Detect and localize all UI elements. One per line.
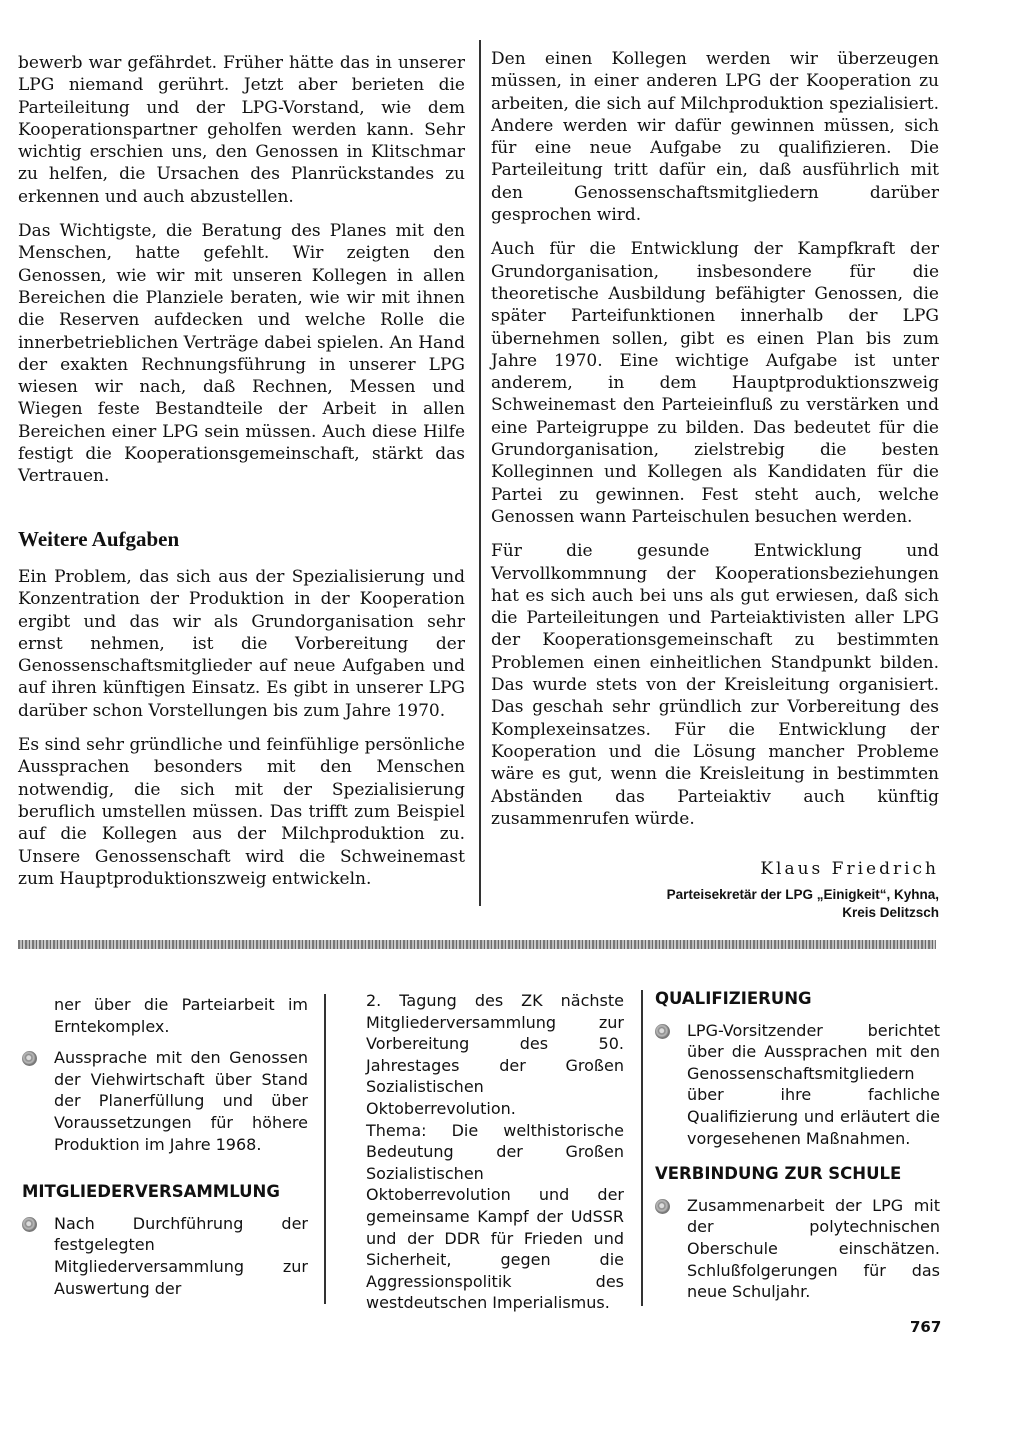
separator-band — [18, 940, 936, 949]
bullet-icon — [22, 1217, 37, 1232]
bullet-icon — [22, 1051, 37, 1066]
list-item — [22, 1047, 308, 1155]
bottom-column-2 — [366, 990, 624, 1314]
continued-text: ner über die Parteiarbeit im Erntekomplex. — [54, 995, 308, 1036]
list-item — [655, 1020, 940, 1150]
box-heading: VERBINDUNG ZUR SCHULE — [655, 1164, 902, 1184]
left-column — [18, 52, 465, 902]
topic-text: Thema: Die welthistorische Bedeutung der Großen Sozialistischen Oktoberrevolution und der gemeinsame Kampf der UdSSR und der DDR für Frieden und Sicherheit, gegen die Aggressionspolitik des westdeutschen Imperialismus. — [366, 1120, 624, 1313]
agenda-text: 2. Tagung des ZK nächste Mitgliederversammlung zur Vorbereitung des 50. Jahrestages der Großen Sozialistischen Oktoberrevolution. — [366, 991, 624, 1118]
author-name: Klaus Friedrich — [760, 859, 939, 880]
right-paragraph-1: Den einen Kollegen werden wir überzeugen müssen, in einer anderen LPG der Kooperation zu arbeiten, die sich auf Milchproduktion spezialisiert. Andere werden wir dafür gewinnen müssen, sich für eine neue Aufgabe zu qualifizieren. Die Parteileitung tritt dafür ein, daß ausführlich mit den Genossenschaftsmitgliedern darüber gesprochen wird. — [491, 49, 939, 226]
left-paragraph-1: bewerb war gefährdet. Früher hätte das in unserer LPG niemand gerührt. Jetzt aber berieten die Parteileitung und der LPG-Vorstand, wie dem Kooperationspartner geholfen werden kann. Sehr wichtig erschien uns, den Genossen in Klitschmar zu helfen, die Ursachen des Planrückstandes zu erkennen und auch abzustellen. — [18, 53, 465, 207]
box-heading: QUALIFIZIERUNG — [655, 989, 812, 1008]
left-paragraph-4: Es sind sehr gründliche und feinfühlige persönliche Aussprachen besonders mit den Menschen notwendig, die sich mit der Spezialisierung beruflich umstellen müssen. Das trifft zum Beispiel auf die Kollegen aus der Milchproduktion zu. Unsere Genossenschaft wird die Schweinemast zum Hauptproduktionszweig entwickeln. — [18, 735, 465, 889]
bullet-icon — [655, 1024, 670, 1039]
list-item-text: LPG-Vorsitzender berichtet über die Aussprachen mit den Genossenschaftsmitgliedern über ihre fachliche Qualifizierung und erläutert die vorgesehenen Maßnahmen. — [687, 1020, 940, 1148]
section-heading: Weitere Aufgaben — [18, 526, 180, 551]
list-item-text: Zusammenarbeit der LPG mit der polytechnischen Oberschule einschätzen. Schlußfolgerungen für das neue Schuljahr. — [687, 1195, 940, 1302]
page-number: 767 — [910, 1318, 942, 1336]
signature-block — [491, 858, 939, 922]
list-item-text: Aussprache mit den Genossen der Viehwirtschaft über Stand der Planerfüllung und über Voraussetzungen für höhere Produktion im Jahre 1968. — [54, 1048, 308, 1154]
box-heading: MITGLIEDERVERSAMMLUNG — [22, 1182, 280, 1202]
bottom-divider-1 — [324, 994, 326, 1304]
left-paragraph-3: Ein Problem, das sich aus der Spezialisierung und Konzentration der Produktion in der Kooperation ergibt und das wir als Grundorganisation sehr ernst nehmen, ist die Vorbereitung der Genossenschaftsmitglieder auf neue Aufgaben und auf ihren künftigen Einsatz. Es gibt in unserer LPG darüber schon Vorstellungen bis zum Jahre 1970. — [18, 566, 465, 721]
bottom-column-1 — [22, 994, 308, 1313]
right-paragraph-2: Auch für die Entwicklung der Kampfkraft der Grundorganisation, insbesondere für die theoretische Ausbildung befähigter Genossen, die später Parteifunktionen innerhalb der LPG übernehmen sollen, gibt es einen Plan bis zum Jahre 1970. Eine wichtige Aufgabe ist unter anderem, in dem Hauptproduktionszweig Schweinemast den Parteieinfluß zu verstärken und eine Parteigruppe zu bilden. Das bedeutet für die Grundorganisation, zielstrebig die besten Kolleginnen und Kollegen als Kandidaten für die Partei zu gewinnen. Fest steht auch, welche Genossen wann Parteischulen besuchen werden. — [491, 239, 939, 527]
right-paragraph-3: Für die gesunde Entwicklung und Vervollkommnung der Kooperationsbeziehungen hat es sich auch bei uns als gut erwiesen, daß sich die Parteileitungen und Parteiaktivisten aller LPG der Kooperationsgemeinschaft zu bestimmten Problemen einen einheitlichen Standpunkt bilden. Das wurde stets von der Kreisleitung organisiert. Das geschah sehr gründlich zur Vorbereitung des Komplexeinsatzes. Für die Entwicklung der Kooperation und die Lösung mancher Probleme wäre es gut, wenn die Kreisleitung in bestimmten Abständen das Parteiaktiv auch künftig zusammenrufen würde. — [491, 541, 939, 829]
bottom-column-3 — [655, 988, 940, 1317]
bottom-divider-2 — [641, 990, 643, 1306]
list-item — [655, 1195, 940, 1303]
right-column — [491, 48, 939, 922]
bullet-icon — [655, 1199, 670, 1214]
list-item — [22, 1213, 308, 1299]
author-role: Parteisekretär der LPG „Einigkeit“, Kyhna, — [666, 887, 939, 903]
author-location: Kreis Delitzsch — [842, 905, 939, 921]
left-paragraph-2: Das Wichtigste, die Beratung des Planes mit den Menschen, hatte gefehlt. Wir zeigten den Genossen, wie wir mit unseren Kollegen in allen Bereichen die Planziele beraten, wie wir mit ihnen die Reserven aufdecken und welche Rolle die innerbetrieblichen Verträge dabei spielen. An Hand der exakten Rechnungsführung in unserer LPG wiesen wir nach, daß Rechnen, Messen und Wiegen feste Bestandteile der Arbeit in allen Bereichen einer LPG sein müssen. Auch diese Hilfe festigt die Kooperationsgemeinschaft, stärkt das Vertrauen. — [18, 221, 465, 487]
column-divider — [479, 40, 481, 906]
list-item-text: Nach Durchführung der festgelegten Mitgliederversammlung zur Auswertung der — [54, 1213, 308, 1298]
